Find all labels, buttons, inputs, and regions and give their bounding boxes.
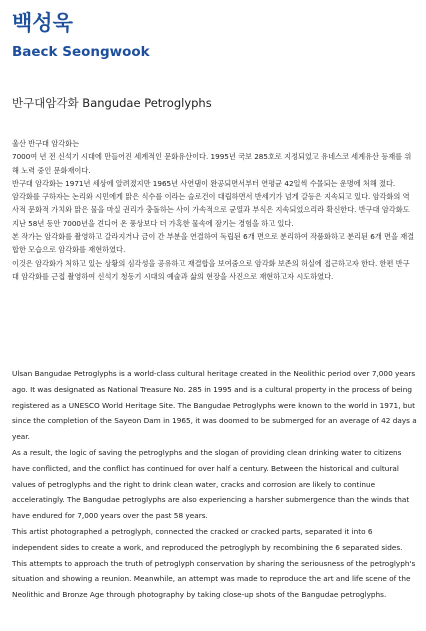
korean-paragraph: 본 작가는 암각화를 촬영하고 갈라지거나 금이 간 부분을 연결하여 독립된 6개 면으로 분리하여 작품화하고 분리된 6개 면을 재결합한 모습으로 암각화를 재현하였다. bbox=[12, 232, 415, 255]
korean-description bbox=[12, 137, 416, 283]
korean-paragraph: 이것은 암각화가 처하고 있는 상황의 심각성을 공유하고 재결합을 보여줌으로 암각화 보존의 허실에 접근하고자 한다. 한편 반구대 암각화를 근접 촬영하여 신석기 청동기 시대의 예술과 삶의 현장을 사진으로 재현하고자 시도하였다. bbox=[12, 258, 410, 281]
english-paragraph: As a result, the logic of saving the petroglyphs and the slogan of providing clean drinking water to citizens have conflicted, and the conflict has continued for over half a century. Between the historical and cultural values of petroglyphs and the right to drink clean water, cracks and corrosion are likely to continue acceleratingly. The Bangudae petroglyphs are also experiencing a harsher submergence than the winds that have endured for 7,000 years over the past 58 years. bbox=[12, 447, 410, 521]
english-paragraph: This artist photographed a petroglyph, connected the cracked or cracked parts, separated it into 6 independent sides to create a work, and reproduced the petroglyph by recombining the 6 separated sides. bbox=[12, 526, 403, 552]
english-paragraph: Ulsan Bangudae Petroglyphs is a world-class cultural heritage created in the Neolithic period over 7,000 years ago. It was designated as National Treasure No. 285 in 1995 and is a cultural property in the process of being registered as a UNESCO World Heritage Site. The Bangudae Petroglyphs were known to the world in 1971, but since the completion of the Sayeon Dam in 1965, it was doomed to be submerged for an average of 42 days a year. bbox=[12, 369, 417, 442]
english-paragraph: This attempts to approach the truth of petroglyph conservation by sharing the seriousness of the petroglyph's situation and showing a reunion. Meanwhile, an attempt was made to reproduce the art and life scene of the Neolithic and Bronze Age through photography by taking close-up shots of the Bangudae petroglyphs. bbox=[12, 558, 416, 600]
korean-paragraph: 울산 반구대 암각화는 bbox=[12, 139, 80, 148]
artist-name-english: Baeck Seongwook bbox=[12, 44, 150, 60]
korean-paragraph: 반구대 암각화는 1971년 세상에 알려졌지만 1965년 사연댐이 완공되면서부터 연평균 42일씩 수몰되는 운명에 처해 졌다. bbox=[12, 178, 396, 188]
artist-header bbox=[12, 10, 150, 60]
english-description bbox=[12, 366, 418, 603]
work-title: 반구대암각화 Bangudae Petroglyphs bbox=[12, 96, 212, 110]
korean-paragraph: 7000여 년 전 신석기 시대에 만들어진 세계적인 문화유산이다. 1995년 국보 285호로 지정되었고 유네스코 세계유산 등재를 위해 노력 중인 문화재이다. bbox=[12, 152, 412, 175]
artist-name-korean: 백성욱 bbox=[12, 11, 73, 35]
korean-paragraph: 암각화를 구하자는 논리와 시민에게 맑은 식수를 이라는 슬로건이 대립하면서 반세기가 넘게 갈등은 지속되고 있다. 암각화의 역사적 문화적 가치와 맑은 물을 마실 권리가 충돌하는 사이 가속적으로 균열과 부식은 지속되었으리라 확신한다. 반구대 암각화도 지난 58년 동안 7000년을 견디어 온 풍상보다 더 가혹한 물속에 잠기는 경험을 하고 있다. bbox=[12, 192, 410, 228]
